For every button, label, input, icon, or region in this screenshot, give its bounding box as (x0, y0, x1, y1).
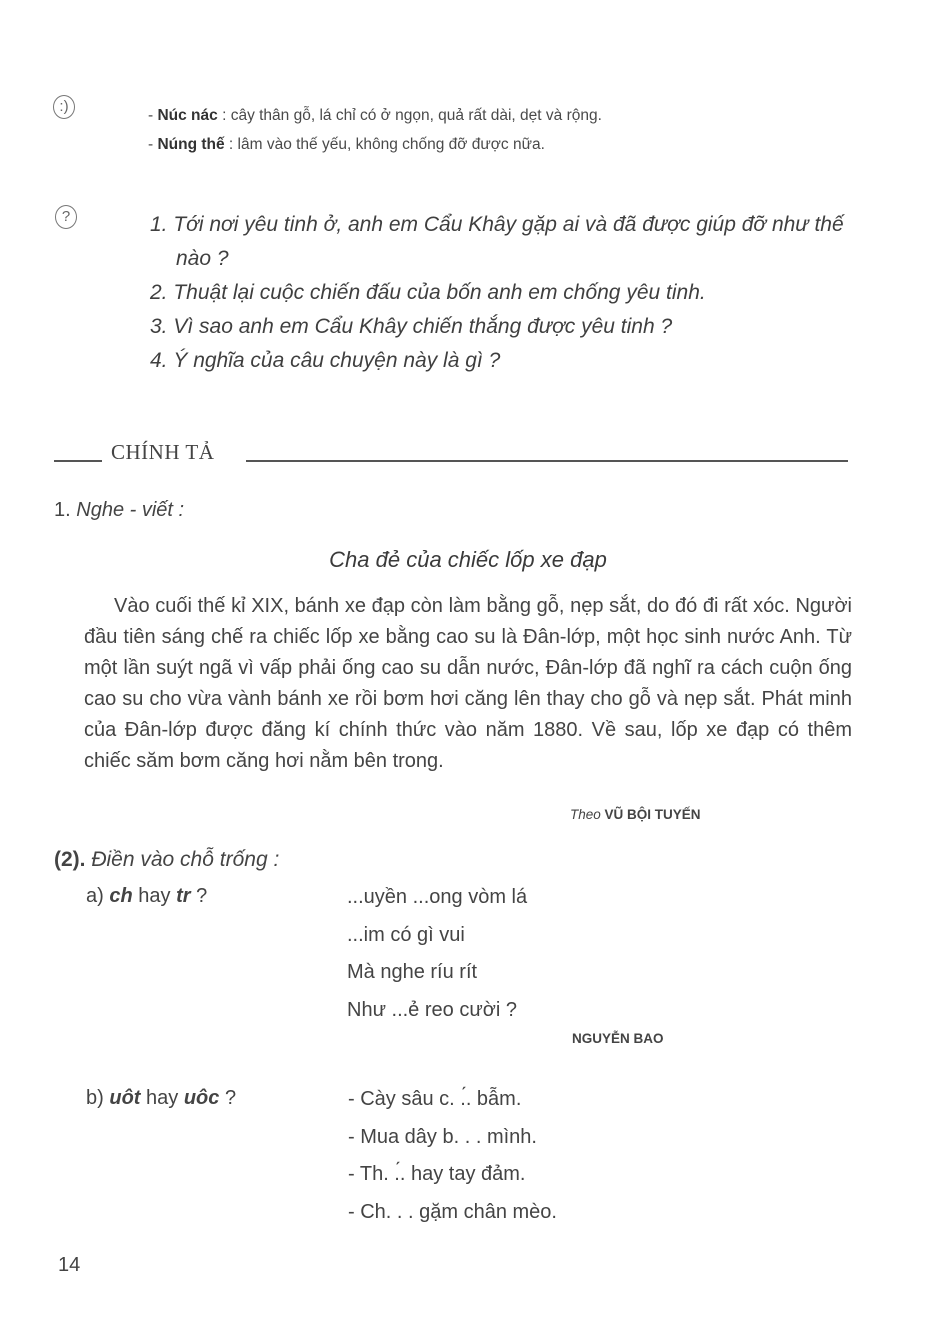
exercise2-heading (54, 848, 279, 872)
story-source (570, 807, 701, 822)
part-b-option-1: uôt (109, 1087, 141, 1109)
glossary-item: - Núng thế : lâm vào thế yếu, không chống đỡ được nữa. (148, 136, 545, 153)
part-b-proverbs (348, 1081, 557, 1231)
part-b-mid: hay (146, 1087, 179, 1109)
poem-line: Như ...ẻ reo cười ? (347, 998, 517, 1021)
part-a-suffix: ? (196, 885, 208, 907)
question-item: 3. Vì sao anh em Cẩu Khây chiến thắng được yêu tinh ? (150, 315, 673, 338)
heading-rule-right (246, 460, 848, 462)
part-a-prompt (86, 885, 207, 908)
source-author: VŨ BỘI TUYẾN (604, 807, 701, 822)
part-b-prefix: b) (86, 1087, 104, 1109)
exercise2-number: (2). (54, 848, 86, 871)
smile-face-icon: :) (53, 95, 75, 119)
question-item: 1. Tới nơi yêu tinh ở, anh em Cẩu Khây gặp ai và đã được giúp đỡ như thế nào ? (150, 213, 844, 270)
question-symbol: ? (61, 208, 71, 225)
poem-line: ...im có gì vui (347, 923, 465, 946)
glossary-definition: : lâm vào thế yếu, không chống đỡ được nữa. (224, 136, 545, 153)
question-mark-icon (55, 205, 77, 229)
poem-line: Mà nghe ríu rít (347, 961, 478, 983)
glossary-term: Núng thế (157, 136, 225, 153)
exercise2-label: Điền vào chỗ trống : (91, 848, 280, 871)
question-item: 4. Ý nghĩa của câu chuyện này là gì ? (150, 349, 501, 372)
question-item: 2. Thuật lại cuộc chiến đấu của bốn anh em chống yêu tinh. (150, 281, 706, 304)
question-list (150, 208, 860, 378)
poem-line: ...uyền ...ong vòm lá (347, 886, 528, 908)
glossary-item: - Núc nác : cây thân gỗ, lá chỉ có ở ngọn, quả rất dài, dẹt và rộng. (148, 107, 602, 124)
proverb-line: - Th. .́. hay tay đảm. (348, 1163, 526, 1185)
glossary-definition: : cây thân gỗ, lá chỉ có ở ngọn, quả rất dài, dẹt và rộng. (217, 107, 602, 124)
exercise1-heading (54, 499, 184, 522)
heading-rule-left (54, 460, 102, 462)
poem-author: NGUYỄN BAO (572, 1031, 664, 1046)
part-a-option-2: tr (176, 885, 191, 907)
part-a-option-1: ch (109, 885, 133, 907)
glossary-term: Núc nác (157, 107, 218, 124)
proverb-line: - Cày sâu c. .́. bẫm. (348, 1088, 522, 1110)
part-a-poem (347, 879, 527, 1029)
section-title: CHÍNH TẢ (111, 440, 215, 464)
exercise1-number: 1. (54, 499, 71, 521)
exercise1-label: Nghe - viết : (76, 499, 185, 521)
proverb-line: - Ch. . . gặm chân mèo. (348, 1200, 557, 1223)
part-b-option-2: uôc (183, 1087, 220, 1109)
glossary (148, 101, 848, 159)
part-a-prefix: a) (86, 885, 104, 907)
story-paragraph: Vào cuối thế kỉ XIX, bánh xe đạp còn làm bằng gỗ, nẹp sắt, do đó đi rất xóc. Người đầu tiên sáng chế ra chiếc lốp xe bằng cao su là Đân-lớp, một học sinh nước Anh. Từ một lần suýt ngã vì vấp phải ống cao su dẫn nước, Đân-lớp đã nghĩ ra cách cuộn ống cao su cho vừa vành bánh xe rồi bơm hơi căng lên thay cho gỗ và nẹp sắt. Phát minh của Đân-lớp được đăng kí chính thức vào năm 1880. Về sau, lốp xe đạp có thêm chiếc săm bơm căng hơi nằm bên trong. (84, 595, 852, 772)
proverb-line: - Mua dây b. . . mình. (348, 1125, 537, 1148)
source-prefix: Theo (570, 807, 601, 822)
story-title: Cha đẻ của chiếc lốp xe đạp (329, 547, 607, 572)
part-b-suffix: ? (224, 1087, 237, 1109)
part-a-mid: hay (138, 885, 171, 907)
part-b-prompt (86, 1087, 236, 1110)
page-number: 14 (58, 1254, 81, 1276)
